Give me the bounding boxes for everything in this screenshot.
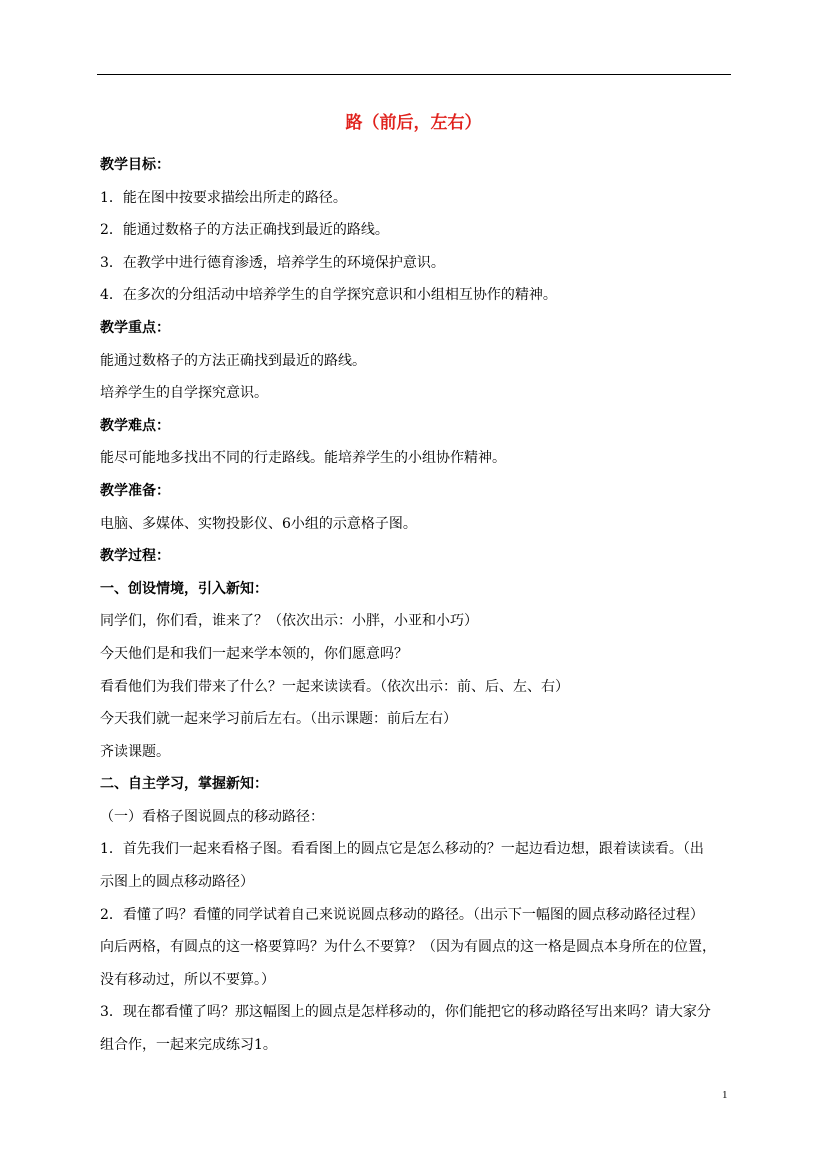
body-line: 4．在多次的分组活动中培养学生的自学探究意识和小组相互协作的精神。 <box>100 287 557 304</box>
header-rule <box>97 74 731 75</box>
body-line: 齐读课题。 <box>100 743 170 760</box>
body-line: 向后两格，有圆点的这一格要算吗？为什么不要算？（因为有圆点的这一格是圆点本身所在的位置， <box>100 939 716 956</box>
section-heading: 教学难点： <box>100 417 170 434</box>
body-line: 示图上的圆点移动路径） <box>100 874 254 891</box>
body-line: （一）看格子图说圆点的移动路径： <box>100 808 324 825</box>
section-heading: 教学重点： <box>100 319 170 336</box>
section-heading: 教学目标： <box>100 157 170 173</box>
body-line: 组合作，一起来完成练习1。 <box>100 1037 277 1054</box>
section-heading: 教学过程： <box>100 548 170 565</box>
document-title: 路（前后，左右） <box>345 113 482 133</box>
body-line: 能尽可能地多找出不同的行走路线。能培养学生的小组协作精神。 <box>100 450 506 467</box>
body-line: 培养学生的自学探究意识。 <box>100 385 268 402</box>
body-line: 看看他们为我们带来了什么？一起来读读看。（依次出示：前、后、左、右） <box>100 678 569 695</box>
section-heading: 教学准备： <box>100 482 170 499</box>
body-line: 3．在教学中进行德育渗透，培养学生的环境保护意识。 <box>100 254 445 271</box>
page-number: 1 <box>722 1089 728 1101</box>
body-line: 2．能通过数格子的方法正确找到最近的路线。 <box>100 222 389 239</box>
body-line: 3．现在都看懂了吗？那这幅图上的圆点是怎样移动的，你们能把它的移动路径写出来吗？请大家分 <box>100 1004 711 1021</box>
body-line: 同学们，你们看，谁来了？（依次出示：小胖，小亚和小巧） <box>100 613 478 630</box>
section-heading: 二、自主学习，掌握新知： <box>100 776 268 793</box>
body-line: 1．首先我们一起来看格子图。看看图上的圆点它是怎么移动的？一起边看边想，跟着读读看。（出 <box>100 841 704 858</box>
body-line: 2．看懂了吗？看懂的同学试着自己来说说圆点移动的路径。（出示下一幅图的圆点移动路径过程） <box>100 906 704 923</box>
body-line: 1．能在图中按要求描绘出所走的路径。 <box>100 189 347 206</box>
document-body <box>100 149 732 1062</box>
body-line: 没有移动过，所以不要算。） <box>100 971 275 988</box>
body-line: 电脑、多媒体、实物投影仪、6小组的示意格子图。 <box>100 515 417 532</box>
body-line: 今天我们就一起来学习前后左右。（出示课题：前后左右） <box>100 711 457 728</box>
body-line: 能通过数格子的方法正确找到最近的路线。 <box>100 352 366 369</box>
section-heading: 一、创设情境，引入新知： <box>100 580 268 597</box>
body-line: 今天他们是和我们一起来学本领的，你们愿意吗？ <box>100 645 408 662</box>
